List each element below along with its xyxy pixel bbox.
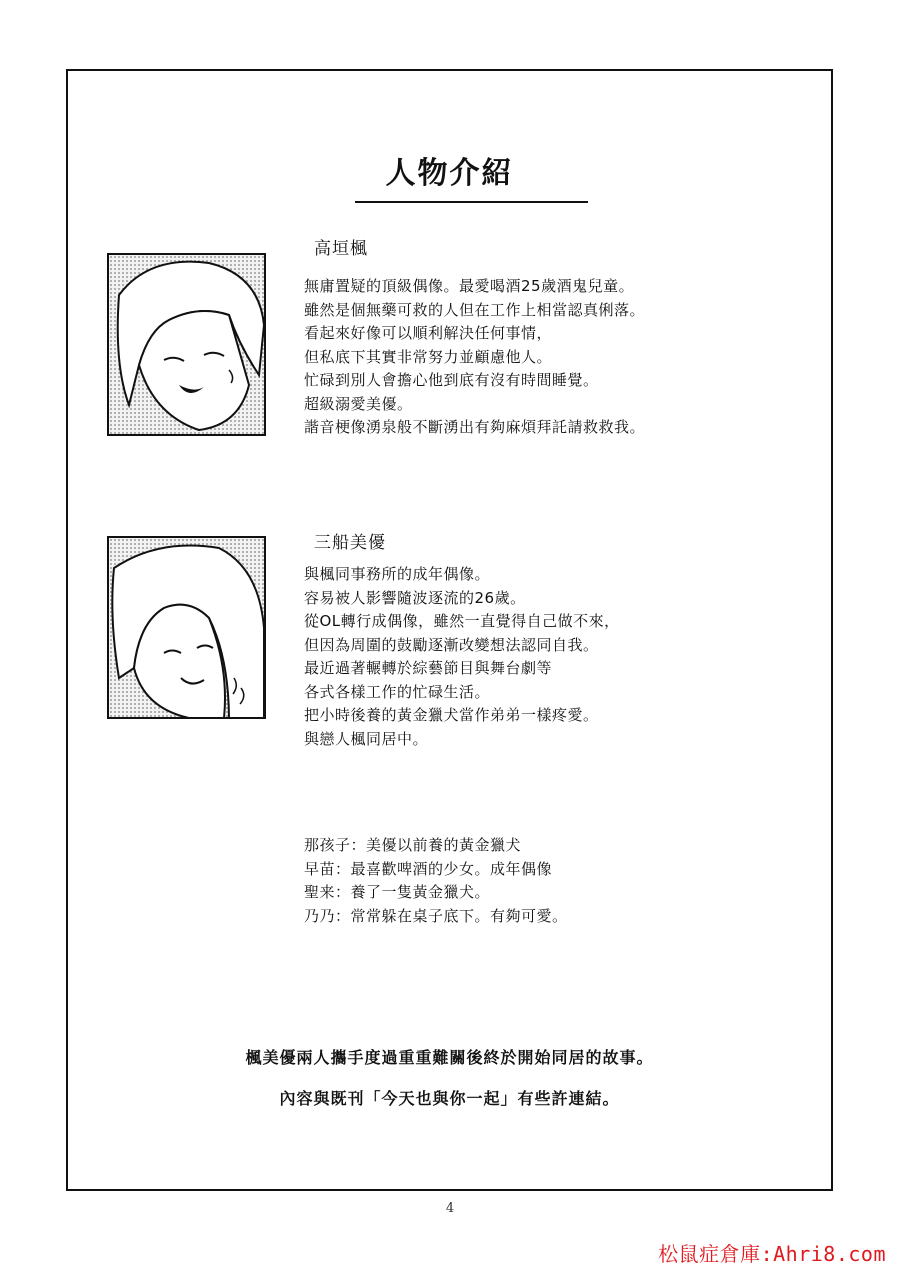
description-line: 與戀人楓同居中。 [304,729,429,748]
description-line: 看起來好像可以順利解決任何事情， [304,324,553,342]
page-number: 4 [445,1201,455,1216]
supporting-line: 聖来：養了一隻黃金獵犬。 [304,883,491,901]
kaede-portrait [107,253,266,436]
page-title: 人物介紹 [385,156,514,191]
character-name: 高垣楓 [314,239,368,259]
description-line: 最近過著輾轉於綜藝節目與舞台劇等 [304,659,553,677]
watermark: 松鼠症倉庫:Ahri8.com [658,1242,886,1266]
miyu-portrait [107,536,266,719]
character-description [304,563,620,751]
description-line: 超級溺愛美優。 [304,394,413,413]
title-underline [355,201,588,203]
description-line: 但私底下其實非常努力並顧慮他人。 [304,347,553,366]
story-summary: 楓美優兩人攜手度過重重難關後終於開始同居的故事。 [245,1048,654,1067]
description-line: 容易被人影響隨波逐流的26歲。 [304,588,526,607]
supporting-line: 早苗：最喜歡啤酒的少女。成年偶像 [304,859,553,878]
kaede-sketch [109,255,266,436]
description-line: 忙碌到別人會擔心他到底有沒有時間睡覺。 [304,371,599,389]
character-description [304,275,645,440]
description-line: 把小時後養的黃金獵犬當作弟弟一樣疼愛。 [304,706,599,724]
description-line: 從OL轉行成偶像，雖然一直覺得自己做不來， [304,612,620,630]
description-line: 與楓同事務所的成年偶像。 [304,565,491,583]
supporting-line: 乃乃：常常躲在桌子底下。有夠可愛。 [304,906,568,925]
related-work-note: 內容與既刊「今天也與你一起」有些許連結。 [279,1089,620,1108]
description-line: 但因為周圍的鼓勵逐漸改變想法認同自我。 [304,635,599,654]
supporting-characters [304,834,568,928]
miyu-sketch [109,538,266,719]
description-line: 雖然是個無藥可救的人但在工作上相當認真俐落。 [304,300,646,319]
description-line: 各式各樣工作的忙碌生活。 [304,682,491,701]
character-name: 三船美優 [314,533,386,553]
supporting-line: 那孩子：美優以前養的黃金獵犬 [304,836,522,854]
description-line: 無庸置疑的頂級偶像。最愛喝酒25歲酒鬼兒童。 [304,277,635,295]
description-line: 諧音梗像湧泉般不斷湧出有夠麻煩拜託請救救我。 [304,418,646,436]
